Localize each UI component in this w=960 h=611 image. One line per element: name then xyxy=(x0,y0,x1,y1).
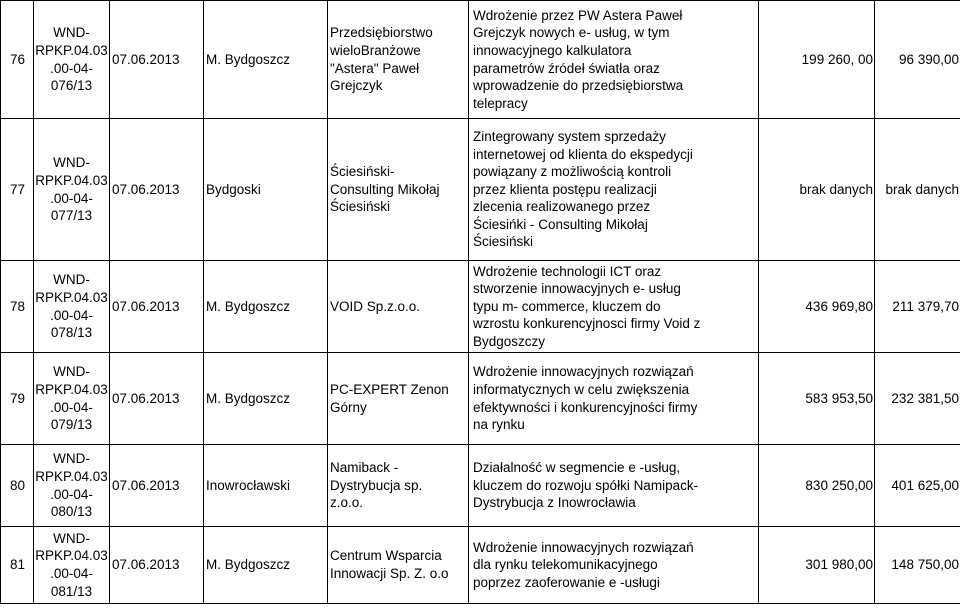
applicant-name-line: Centrum Wsparcia xyxy=(330,548,442,564)
applicant-name-line: PC-EXPERT Zenon xyxy=(330,381,449,397)
row-number: 81 xyxy=(1,527,34,604)
applicant-name xyxy=(328,445,469,527)
total-value: 436 969,80 xyxy=(759,261,875,353)
submission-date: 07.06.2013 xyxy=(110,1,204,119)
applicant-name-line: Innowacji Sp. Z. o.o xyxy=(330,566,449,581)
applicant-name-line: Dystrybucja sp. xyxy=(330,477,423,493)
table-row xyxy=(1,445,960,527)
row-number: 79 xyxy=(1,353,34,445)
project-title xyxy=(469,119,759,261)
application-number-line: .00-04- xyxy=(50,399,93,415)
project-title-line: efektywności i konkurencyjności firmy xyxy=(473,399,698,415)
application-number-line: WND- xyxy=(53,272,90,288)
application-number-line: 079/13 xyxy=(50,417,93,433)
project-title-line: wzrostu konkurencyjnosci firmy Void z xyxy=(473,316,701,332)
submission-date: 07.06.2013 xyxy=(110,261,204,353)
application-number-line: .00-04- xyxy=(50,307,93,323)
applicant-name xyxy=(328,353,469,445)
row-number: 80 xyxy=(1,445,34,527)
applicant-name-line: Górny xyxy=(330,399,367,415)
applicant-name-line: Namiback - xyxy=(330,460,399,476)
row-number: 78 xyxy=(1,261,34,353)
total-value: brak danych xyxy=(759,119,875,261)
row-number: 76 xyxy=(1,1,34,119)
table-row xyxy=(1,527,960,604)
application-number xyxy=(34,261,110,353)
applicant-name-line: Ściesiński xyxy=(330,199,391,215)
project-title-line: na rynku xyxy=(473,417,525,433)
project-title-line: przez klienta postępu realizacji xyxy=(473,181,657,197)
applicant-name-line: Ściesiński- xyxy=(330,164,395,180)
application-number xyxy=(34,445,110,527)
county: M. Bydgoszcz xyxy=(204,261,328,353)
county: M. Bydgoszcz xyxy=(204,353,328,445)
funding-amount: 232 381,50 xyxy=(875,353,960,445)
application-number xyxy=(34,353,110,445)
applicant-name-line: VOID Sp.z.o.o. xyxy=(330,298,421,314)
project-title-line: Ściesińki - Consulting Mikołaj xyxy=(473,216,648,232)
project-title-line: Wdrożenie innowacyjnych rozwiązań xyxy=(473,364,694,380)
applicant-name-line: "Astera" Paweł xyxy=(330,60,420,76)
funding-amount: 96 390,00 xyxy=(875,1,960,119)
table-row xyxy=(1,119,960,261)
project-title xyxy=(469,261,759,353)
project-title-line: Ściesiński xyxy=(473,234,534,250)
project-title xyxy=(469,1,759,119)
applicant-name-line: Grejczyk xyxy=(330,78,383,94)
project-title-line: Grejczyk nowych e- usług, w tym xyxy=(473,25,670,41)
submission-date: 07.06.2013 xyxy=(110,527,204,604)
project-title-line: innowacyjnego kalkulatora xyxy=(473,42,632,58)
project-title-line: stworzenie innowacyjnych e- usług xyxy=(473,281,681,297)
project-title-line: internetowej od klienta do ekspedycji xyxy=(473,146,693,162)
application-number-line: 077/13 xyxy=(50,208,93,224)
total-value: 301 980,00 xyxy=(759,527,875,604)
application-number-line: RPKP.04.03 xyxy=(35,289,108,305)
application-number-line: .00-04- xyxy=(50,566,93,581)
table-row xyxy=(1,1,960,119)
table-row xyxy=(1,261,960,353)
applicant-name-line: Consulting Mikołaj xyxy=(330,181,440,197)
application-number-line: 076/13 xyxy=(50,78,93,94)
funding-amount: 211 379,70 xyxy=(875,261,960,353)
application-number xyxy=(34,1,110,119)
project-title-line: kluczem do rozwoju spółki Namipack- xyxy=(473,477,699,493)
application-number-line: WND- xyxy=(53,451,90,467)
project-title xyxy=(469,353,759,445)
application-number-line: WND- xyxy=(53,155,90,171)
project-title-line: poprzez zaoferowanie e -usługi xyxy=(473,574,660,590)
funding-amount: brak danych xyxy=(875,119,960,261)
project-title-line: informatycznych w celu zwiększenia xyxy=(473,381,690,397)
total-value: 199 260, 00 xyxy=(759,1,875,119)
project-title xyxy=(469,527,759,604)
row-number: 77 xyxy=(1,119,34,261)
county: Bydgoski xyxy=(204,119,328,261)
table-row xyxy=(1,353,960,445)
application-number-line: WND- xyxy=(53,530,90,546)
application-number-line: 080/13 xyxy=(50,504,93,520)
application-number-line: WND- xyxy=(53,364,90,380)
total-value: 583 953,50 xyxy=(759,353,875,445)
project-title-line: zlecenia realizowanego przez xyxy=(473,199,651,215)
county: M. Bydgoszcz xyxy=(204,527,328,604)
project-title-line: typu m- commerce, kluczem do xyxy=(473,298,661,314)
application-number xyxy=(34,119,110,261)
project-title-line: Wdrożenie technologii ICT oraz xyxy=(473,263,662,279)
application-number-line: WND- xyxy=(53,25,90,41)
application-number xyxy=(34,527,110,604)
applicant-name xyxy=(328,527,469,604)
project-title-line: wprowadzenie do przedsiębiorstwa xyxy=(473,78,684,94)
project-title-line: Działalność w segmencie e -usług, xyxy=(473,460,681,476)
applicant-name xyxy=(328,119,469,261)
project-title-line: Wdrożenie innowacyjnych rozwiązań xyxy=(473,539,694,555)
applicant-name xyxy=(328,1,469,119)
applicant-name-line: Przedsiębiorstwo xyxy=(330,25,433,41)
project-title-line: Zintegrowany system sprzedaży xyxy=(473,128,666,144)
application-number-line: RPKP.04.03 xyxy=(35,468,108,484)
application-number-line: 081/13 xyxy=(50,583,93,599)
applicant-name xyxy=(328,261,469,353)
application-number-line: .00-04- xyxy=(50,486,93,502)
county: M. Bydgoszcz xyxy=(204,1,328,119)
applicant-name-line: z.o.o. xyxy=(330,495,364,511)
project-title-line: Wdrożenie przez PW Astera Paweł xyxy=(473,7,683,23)
project-title-line: dla rynku telekomunikacyjnego xyxy=(473,557,658,573)
application-number-line: .00-04- xyxy=(50,190,93,206)
project-title-line: Bydgoszczy xyxy=(473,333,546,349)
submission-date: 07.06.2013 xyxy=(110,445,204,527)
application-number-line: RPKP.04.03 xyxy=(35,42,108,58)
funding-amount: 148 750,00 xyxy=(875,527,960,604)
application-number-line: RPKP.04.03 xyxy=(35,548,108,564)
submission-date: 07.06.2013 xyxy=(110,353,204,445)
project-title-line: Dystrybucja z Inowrocławia xyxy=(473,495,636,511)
project-title xyxy=(469,445,759,527)
project-title-line: telepracy xyxy=(473,95,528,111)
submission-date: 07.06.2013 xyxy=(110,119,204,261)
county: Inowrocławski xyxy=(204,445,328,527)
applicant-name-line: wieloBranżowe xyxy=(330,42,421,58)
project-title-line: powiązany z możliwością kontroli xyxy=(473,164,672,180)
application-number-line: .00-04- xyxy=(50,60,93,76)
project-title-line: parametrów źródeł światła oraz xyxy=(473,60,660,76)
application-number-line: RPKP.04.03 xyxy=(35,381,108,397)
application-number-line: 078/13 xyxy=(50,325,93,341)
application-number-line: RPKP.04.03 xyxy=(35,172,108,188)
total-value: 830 250,00 xyxy=(759,445,875,527)
funding-amount: 401 625,00 xyxy=(875,445,960,527)
